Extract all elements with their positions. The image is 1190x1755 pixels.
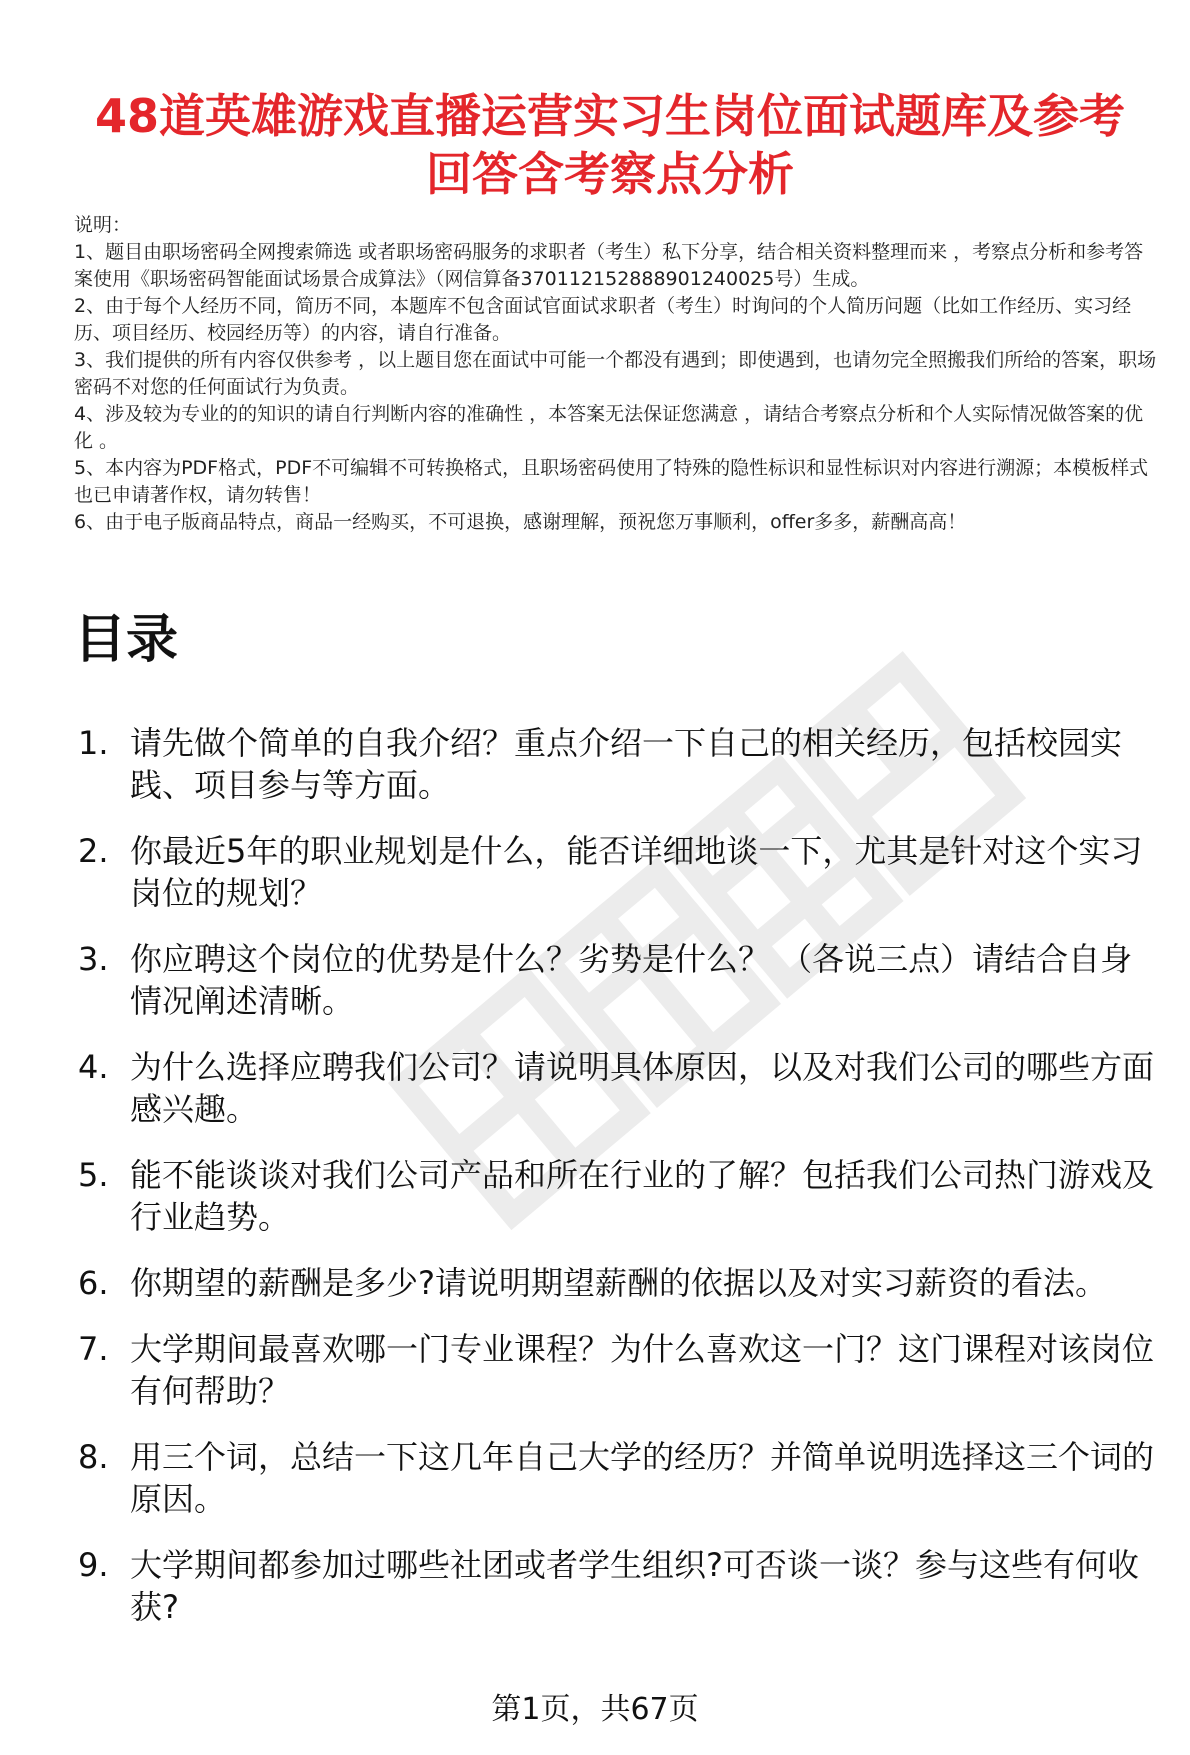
toc-item-text: 能不能谈谈对我们公司产品和所在行业的了解？包括我们公司热门游戏及行业趋势。	[130, 1156, 1155, 1236]
toc-item-text: 用三个词，总结一下这几年自己大学的经历？并简单说明选择这三个词的原因。	[130, 1438, 1155, 1518]
toc-item-number: 3.	[78, 940, 109, 978]
toc-item-number: 5.	[78, 1156, 109, 1194]
toc-item[interactable]	[74, 1046, 1164, 1130]
toc-heading: 目录	[74, 610, 179, 670]
toc-item[interactable]	[74, 722, 1164, 806]
toc-item[interactable]	[74, 1436, 1164, 1520]
toc-item-text: 大学期间最喜欢哪一门专业课程？为什么喜欢这一门？这门课程对该岗位有何帮助？	[130, 1330, 1155, 1410]
notes-section	[74, 212, 1160, 536]
note-item: 4、涉及较为专业的的知识的请自行判断内容的准确性 ，本答案无法保证您满意 ，请结合考察点分析和个人实际情况做答案的优化 。	[74, 403, 1144, 452]
toc-item-number: 2.	[78, 832, 109, 870]
toc-item-text: 你期望的薪酬是多少?请说明期望薪酬的依据以及对实习薪资的看法。	[130, 1264, 1107, 1302]
notes-heading: 说明：	[74, 214, 132, 236]
toc-item-number: 8.	[78, 1438, 109, 1476]
note-item: 3、我们提供的所有内容仅供参考 ，以上题目您在面试中可能一个都没有遇到；即使遇到，也请勿完全照搬我们所给的答案，职场密码不对您的任何面试行为负责。	[74, 349, 1157, 398]
toc-item-text: 请先做个简单的自我介绍？重点介绍一下自己的相关经历，包括校园实践、项目参与等方面。	[130, 724, 1123, 804]
toc-item-number: 1.	[78, 724, 109, 762]
note-item: 6、由于电子版商品特点，商品一经购买，不可退换，感谢理解，预祝您万事顺利，offer多多，薪酬高高！	[74, 511, 967, 533]
toc-item-number: 7.	[78, 1330, 109, 1368]
toc-item-text: 你最近5年的职业规划是什么，能否详细地谈一下，尤其是针对这个实习岗位的规划？	[130, 832, 1143, 912]
toc-item[interactable]	[74, 830, 1164, 914]
toc-item-number: 9.	[78, 1546, 109, 1584]
toc-item[interactable]	[74, 1544, 1164, 1628]
toc-item-text: 为什么选择应聘我们公司？请说明具体原因，以及对我们公司的哪些方面感兴趣。	[130, 1048, 1155, 1128]
toc-item[interactable]	[74, 1328, 1164, 1412]
toc-item[interactable]	[74, 1154, 1164, 1238]
toc-item[interactable]	[74, 938, 1164, 1022]
document-title: 48道英雄游戏直播运营实习生岗位面试题库及参考回答含考察点分析	[94, 88, 1125, 201]
toc-item-text: 大学期间都参加过哪些社团或者学生组织?可否谈一谈？参与这些有何收获?	[130, 1546, 1139, 1626]
toc-item-text: 你应聘这个岗位的优势是什么？劣势是什么？ （各说三点）请结合自身情况阐述清晰。	[130, 940, 1133, 1020]
toc-item[interactable]	[74, 1262, 1164, 1304]
page-number-footer: 第1页，共67页	[491, 1692, 699, 1727]
note-item: 2、由于每个人经历不同，简历不同，本题库不包含面试官面试求职者（考生）时询问的个人简历问题（比如工作经历、实习经历、项目经历、校园经历等）的内容，请自行准备。	[74, 295, 1132, 344]
toc-list	[74, 722, 1164, 1652]
note-item: 5、本内容为PDF格式，PDF不可编辑不可转换格式，且职场密码使用了特殊的隐性标识和显性标识对内容进行溯源；本模板样式也已申请著作权，请勿转售！	[74, 457, 1149, 506]
toc-item-number: 6.	[78, 1264, 109, 1302]
note-item: 1、题目由职场密码全网搜索筛选 或者职场密码服务的求职者（考生）私下分享，结合相关资料整理而来 ，考察点分析和参考答案使用《职场密码智能面试场景合成算法》（网信算备370112152888901240025号）生成。	[74, 241, 1144, 290]
toc-item-number: 4.	[78, 1048, 109, 1086]
